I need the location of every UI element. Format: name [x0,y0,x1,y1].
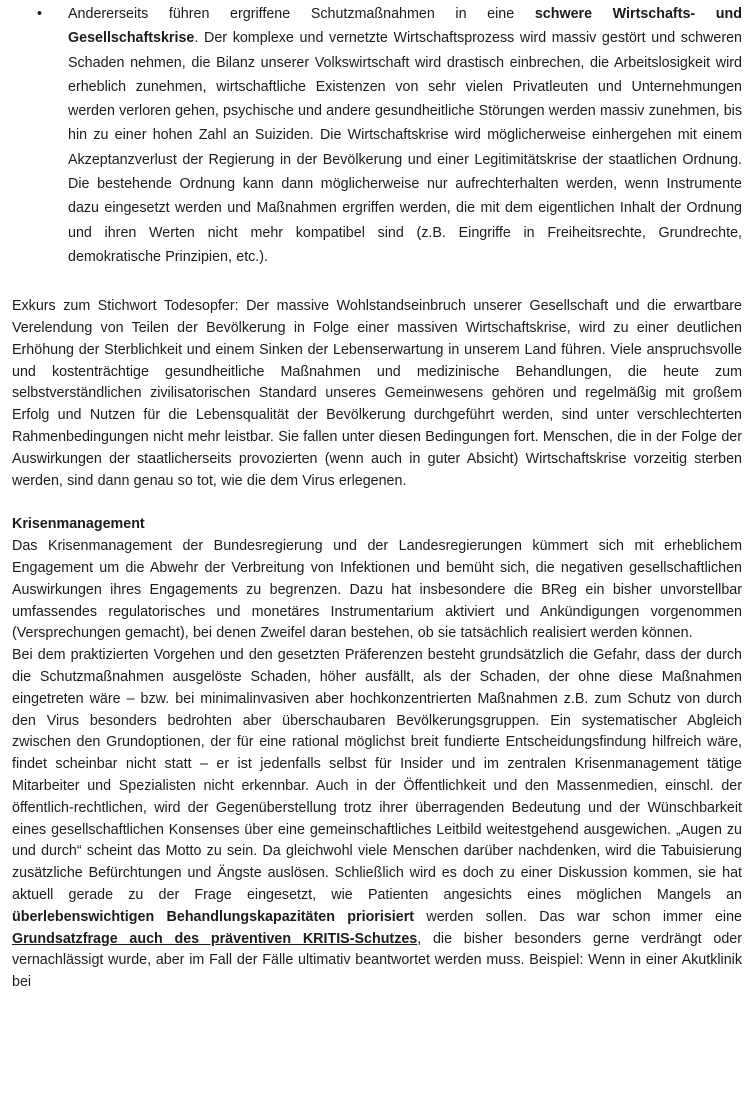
text-segment: Bei dem praktizierten Vorgehen und den gesetzten Präferenzen besteht grundsätzlich die Gefahr, dass der durch die Schutzmaßnahmen ausgelöste Schaden, höher ausfällt, als der Schaden, der ohne diese Maßnahmen eingetreten wäre – bzw. bei minimalinvasiven aber hochkonzentrierten Maßnahmen z.B. zum Schutz von durch den Virus besonders bedrohten aber überschaubaren Bevölkerungsgruppen. Ein systematischer Abgleich zwischen den Grundoptionen, der für eine rational möglichst breit fundierte Entscheidungsfindung hilfreich wäre, findet scheinbar nicht statt – er ist jedenfalls selbst für Insider und im zentralen Krisenmanagement tätige Mitarbeiter und Spezialisten nicht erkennbar. Auch in der Öffentlichkeit und den Massenmedien, einschl. der öffentlich-rechtlichen, wird der Gegenüberstellung trotz ihrer überragenden Bedeutung und der Wünschbarkeit eines gesellschaftlichen Konsenses über eine gemeinschaftliches Leitbild weitestgehend ausgewichen. „Augen zu und durch“ scheint das Motto zu sein. Da gleichwohl viele Menschen darüber nachdenken, wird die Tabuisierung zusätzliche Befürchtungen und Ängste auslösen. Schließlich wird es doch zu einer Diskussion kommen, sie hat aktuell gerade zu der Frage eingesetzt, wie Patienten angesichts eines möglichen Mangels an [12,647,742,903]
text-segment: Exkurs zum Stichwort Todesopfer: Der massive Wohlstandseinbruch unserer Gesellschaft und die erwartbare Verelendung von Teilen der Bevölkerung in Folge einer massiven Wirtschaftskrise, wird zu einer deutlichen Erhöhung der Sterblichkeit und einem Sinken der Lebenserwartung in unserem Land führen. Viele anspruchsvolle und kostenträchtige gesundheitliche Maßnahmen und medizinische Behandlungen, die heute zum selbstverständlichen zivilisatorischen Standard unseres Gemeinwesens gehören und regelmäßig mit großem Erfolg und Nutzen für die Lebensqualität der Bevölkerung durchgeführt werden, sind unter verschlechterten Rahmenbedingungen nicht mehr leistbar. Sie fallen unter diesen Bedingungen fort. Menschen, die in der Folge der Auswirkungen der staatlicherseits provozierten (wenn auch in guter Absicht) Wirtschaftskrise vorzeitig sterben werden, sind dann genau so tot, wie die dem Virus erlegenen. [12,298,742,489]
text-segment: Grundsatzfrage auch des präventiven KRITIS-Schutzes [12,930,418,947]
text-segment: Andererseits führen ergriffene Schutzmaßnahmen in eine [68,6,535,22]
text-segment: werden sollen. Das war schon immer eine [414,908,743,925]
paragraph-krisenmanagement-bundesregierung [12,536,742,645]
text-segment: überlebenswichtigen Behandlungskapazitäten priorisiert [12,908,415,925]
paragraph-exkurs-todesopfer [12,296,742,492]
text-segment: . Der komplexe und vernetzte Wirtschaftsprozess wird massiv gestört und schweren Schaden nehmen, die Bilanz unserer Volkswirtschaft wird drastisch einbrechen, die Arbeitslosigkeit wird erheblich zunehmen, wirtschaftliche Existenzen von sehr vielen Privatleuten und Unternehmungen werden verloren gehen, psychische und andere gesundheitliche Störungen werden massiv zunehmen, bis hin zu einer hohen Zahl an Suiziden. Die Wirtschaftskrise wird möglicherweise einhergehen mit einem Akzeptanzverlust der Regierung in der Bevölkerung und einer Legitimitätskrise der staatlichen Ordnung. Die bestehende Ordnung kann dann möglicherweise nur aufrechterhalten werden, wenn Instrumente dazu eingesetzt werden und Maßnahmen ergriffen werden, die mit dem eigentlichen Inhalt der Ordnung und ihren Werten nicht mehr kompatibel sind (z.B. Eingriffe in Freiheitsrechte, Grundrechte, demokratische Prinzipien, etc.). [68,30,742,265]
bullet-paragraph [68,2,742,269]
text-segment: Das Krisenmanagement der Bundesregierung und der Landesregierungen kümmert sich mit erheblichem Engagement um die Abwehr der Verbreitung von Infektionen und bemüht sich, die negativen gesellschaftlichen Auswirkungen ihres Engagements zu begrenzen. Dazu hat insbesondere die BReg ein bisher unvorstellbar umfassendes regulatorisches und monetäres Instrumentarium aktiviert und Ankündigungen vorgenommen (Versprechungen gemacht), bei denen Zweifel daran bestehen, ob sie tatsächlich realisiert werden können. [12,538,742,642]
paragraph-praktiziertes-vorgehen [12,645,742,994]
section-heading-krisenmanagement: Krisenmanagement [12,516,145,533]
bullet-marker-icon: • [37,6,43,22]
text-segment: , die bisher besonders gerne verdrängt oder vernachlässigt wurde, aber im Fall der Fälle ultimativ beantwortet werden muss. Beispiel: Wenn in einer Akutklinik bei [12,930,742,991]
text-segment: schwere Wirtschafts- und Gesellschaftskrise [68,6,742,47]
bullet-item [12,2,742,269]
